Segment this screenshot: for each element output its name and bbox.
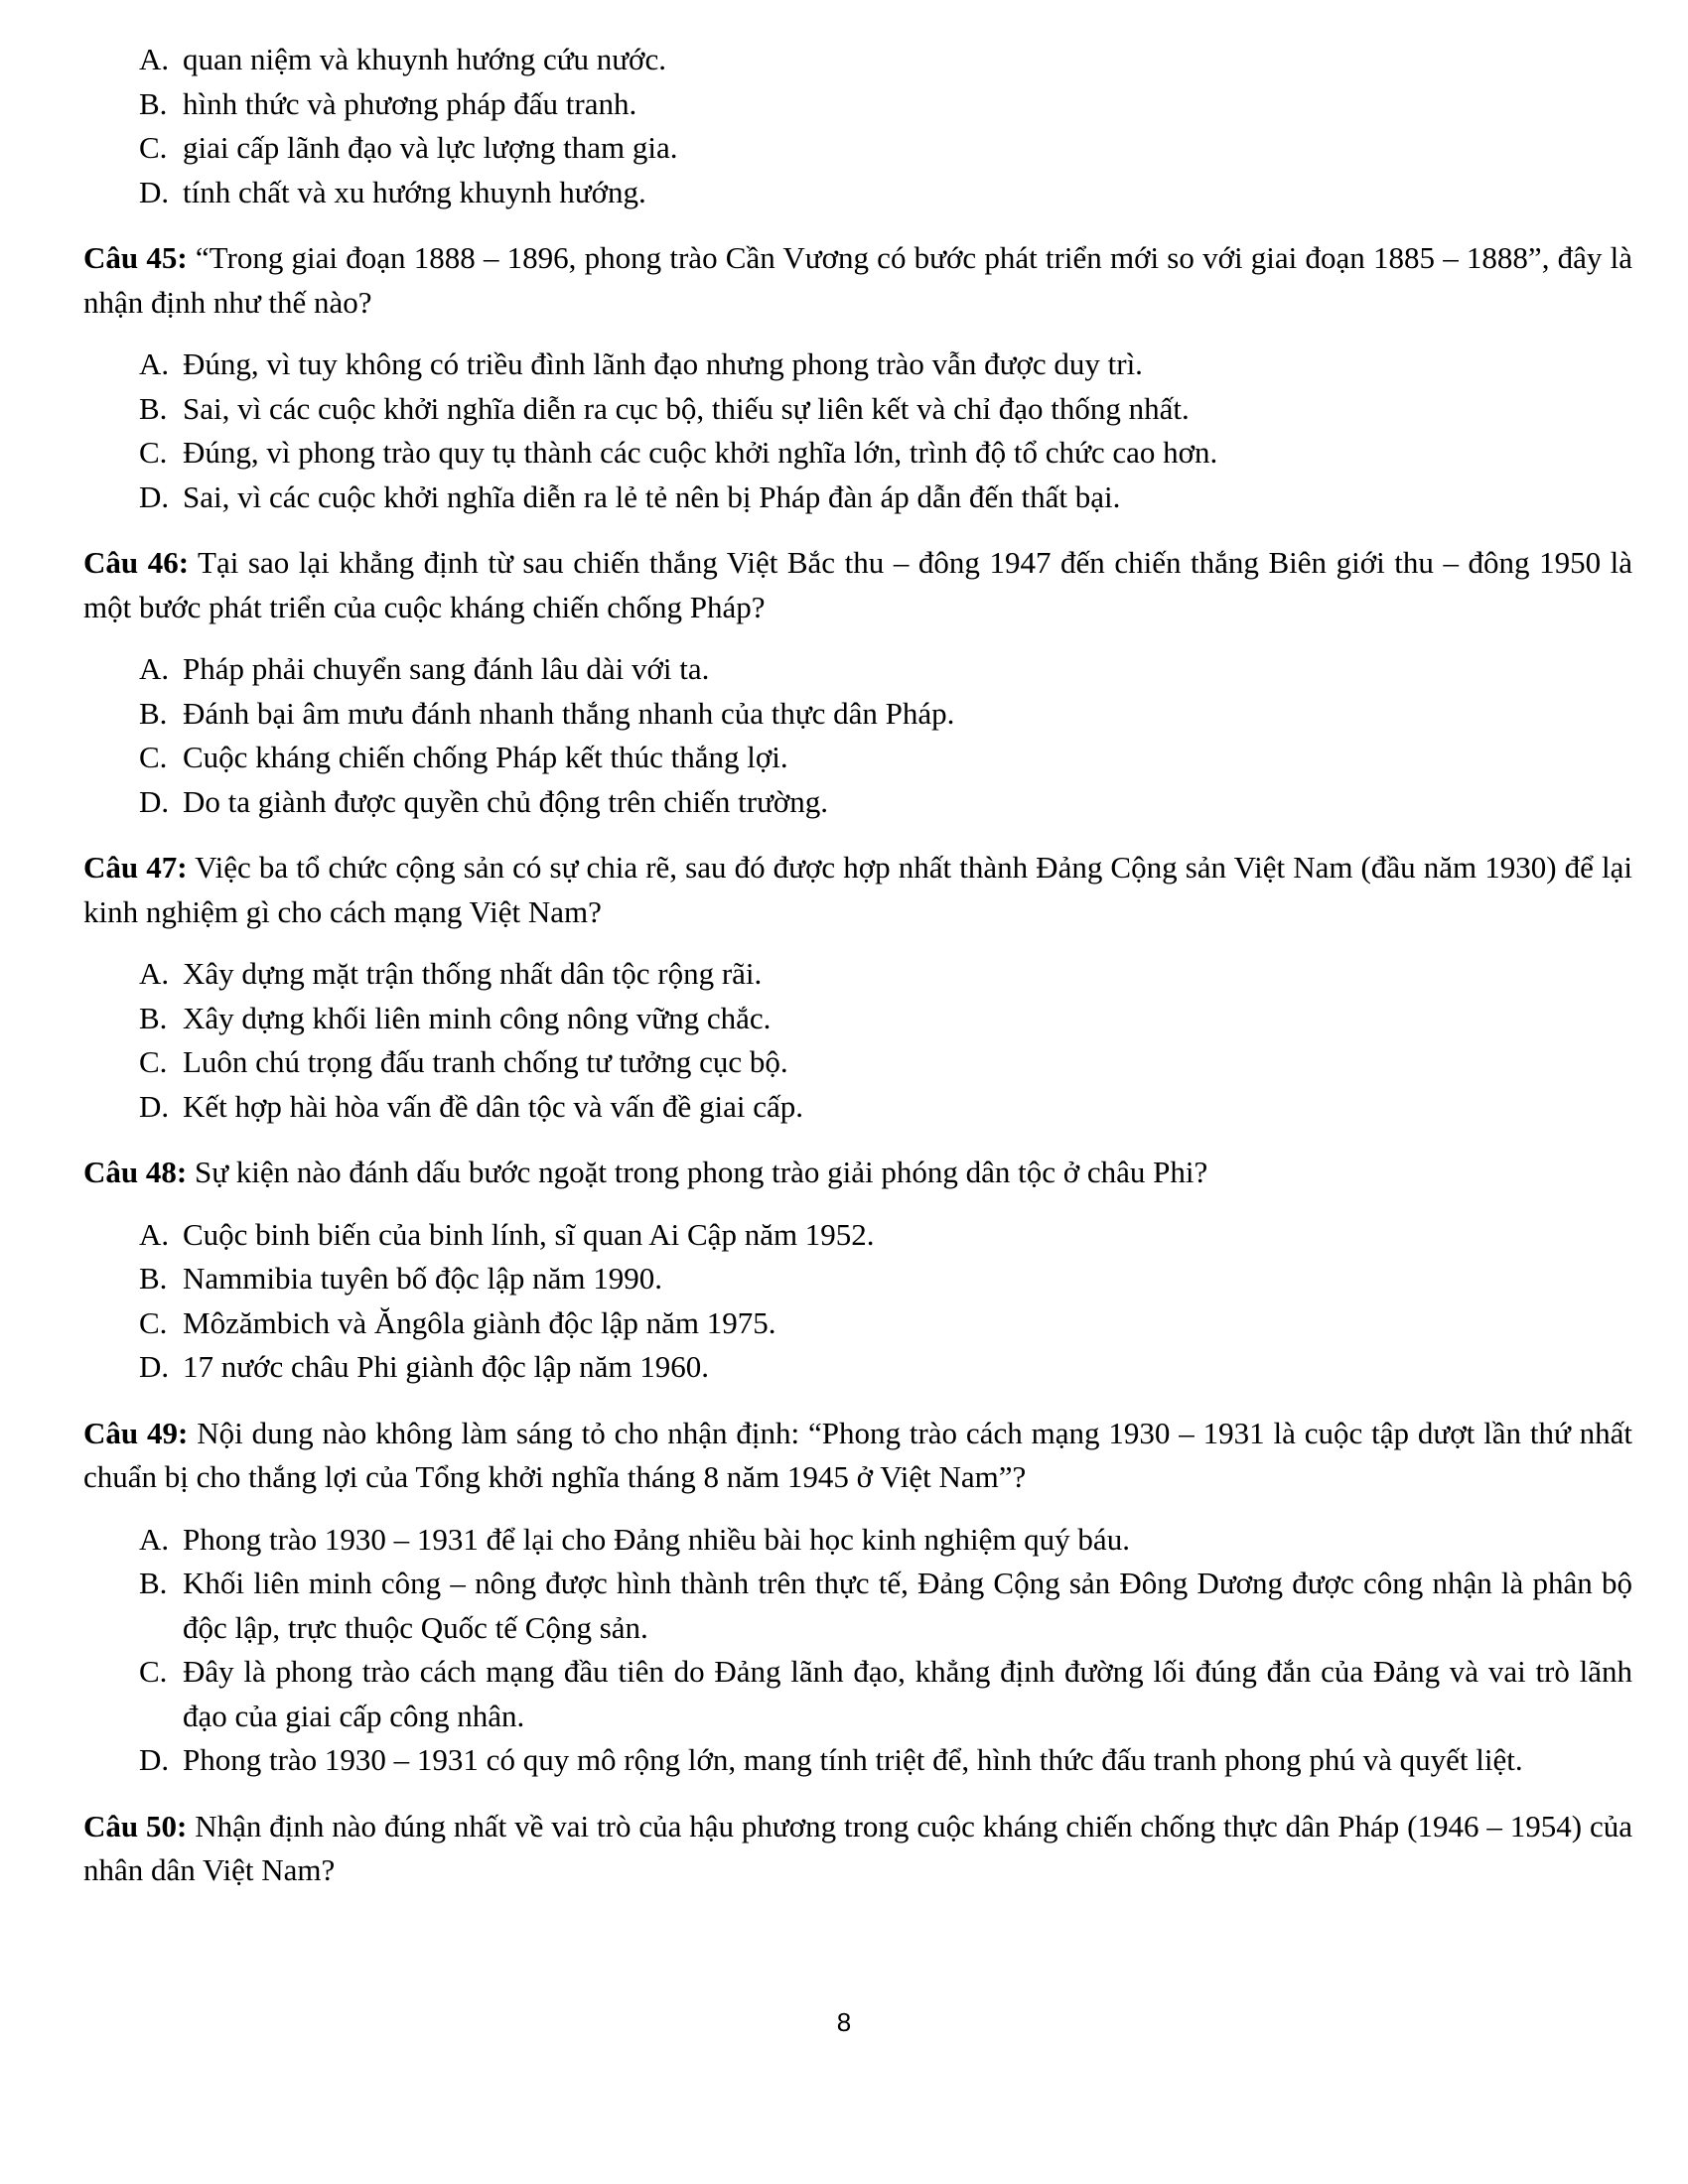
option-list [83,647,1632,824]
question-text: Nội dung nào không làm sáng tỏ cho nhận định: “Phong trào cách mạng 1930 – 1931 là cuộc tập dượt lần thứ nhất chuẩn bị cho thắng lợi của Tổng khởi nghĩa tháng 8 năm 1945 ở Việt Nam”? [83,1415,1633,1494]
question-label: Câu 45: [83,240,188,275]
question-stem [83,541,1632,629]
option-c: C. giai cấp lãnh đạo và lực lượng tham gia. [139,130,678,165]
question-48 [83,1151,1632,1390]
option-b: B. Sai, vì các cuộc khởi nghĩa diễn ra cục bộ, thiếu sự liên kết và chỉ đạo thống nhất. [139,390,1190,426]
question-49 [83,1412,1632,1783]
question-text: Sự kiện nào đánh dấu bước ngoặt trong phong trào giải phóng dân tộc ở châu Phi? [194,1155,1208,1189]
question-stem [83,1151,1632,1195]
question-stem [83,1412,1632,1500]
option-list [83,1518,1632,1783]
option-a: A. Pháp phải chuyển sang đánh lâu dài với ta. [139,651,710,686]
question-50 [83,1805,1632,1893]
option-d: D. Phong trào 1930 – 1931 có quy mô rộng lớn, mang tính triệt để, hình thức đấu tranh phong phú và quyết liệt. [139,1742,1523,1777]
option-a: A. Xây dựng mặt trận thống nhất dân tộc rộng rãi. [139,956,763,991]
option-c: C. Luôn chú trọng đấu tranh chống tư tưởng cục bộ. [139,1044,788,1079]
question-stem [83,1805,1632,1893]
question-stem [83,846,1632,934]
top-options [83,38,1632,214]
option-c: C. Môzămbich và Ăngôla giành độc lập năm 1975. [139,1304,776,1340]
option-d: D. 17 nước châu Phi giành độc lập năm 1960. [139,1349,709,1384]
option-b: B. Đánh bại âm mưu đánh nhanh thắng nhanh của thực dân Pháp. [139,695,955,731]
question-text: Nhận định nào đúng nhất về vai trò của hậu phương trong cuộc kháng chiến chống thực dân Pháp (1946 – 1954) của nhân dân Việt Nam? [83,1808,1633,1887]
option-b: B. hình thức và phương pháp đấu tranh. [139,85,637,121]
option-c: C. Đúng, vì phong trào quy tụ thành các cuộc khởi nghĩa lớn, trình độ tổ chức cao hơn. [139,435,1218,470]
question-47 [83,846,1632,1129]
question-45 [83,236,1632,519]
question-label: Câu 46: [83,545,190,580]
option-d: D. Sai, vì các cuộc khởi nghĩa diễn ra lẻ tẻ nên bị Pháp đàn áp dẫn đến thất bại. [139,478,1121,514]
question-label: Câu 47: [83,850,188,885]
option-b: B. Xây dựng khối liên minh công nông vững chắc. [139,1000,772,1035]
question-text: Việc ba tổ chức cộng sản có sự chia rẽ, sau đó được hợp nhất thành Đảng Cộng sản Việt Nam (đầu năm 1930) để lại kinh nghiệm gì cho cách mạng Việt Nam? [83,850,1632,929]
option-d: D. Kết hợp hài hòa vấn đề dân tộc và vấn đề giai cấp. [139,1088,803,1124]
question-label: Câu 50: [83,1808,188,1843]
question-label: Câu 48: [83,1155,188,1189]
option-b: B. Khối liên minh công – nông được hình thành trên thực tế, Đảng Cộng sản Đông Dương được công nhận là phân bộ độc lập, trực thuộc Quốc tế Cộng sản. [139,1566,1632,1645]
question-stem [83,236,1632,325]
option-a: A. quan niệm và khuynh hướng cứu nước. [139,42,666,76]
option-b: B. Nammibia tuyên bố độc lập năm 1990. [139,1261,662,1296]
option-list [83,952,1632,1129]
page-number: 8 [836,2007,852,2037]
option-d: D. Do ta giành được quyền chủ động trên chiến trường. [139,783,829,819]
question-46 [83,541,1632,824]
option-c: C. Đây là phong trào cách mạng đầu tiên do Đảng lãnh đạo, khẳng định đường lối đúng đắn của Đảng và vai trò lãnh đạo của giai cấp công nhân. [139,1654,1632,1733]
question-text: “Trong giai đoạn 1888 – 1896, phong trào Cần Vương có bước phát triển mới so với giai đoạn 1885 – 1888”, đây là nhận định như thế nào? [83,240,1633,320]
option-c: C. Cuộc kháng chiến chống Pháp kết thúc thắng lợi. [139,740,788,774]
option-list [83,342,1632,519]
question-text: Tại sao lại khẳng định từ sau chiến thắng Việt Bắc thu – đông 1947 đến chiến thắng Biên giới thu – đông 1950 là một bước phát triển của cuộc kháng chiến chống Pháp? [83,545,1633,624]
option-a: A. Đúng, vì tuy không có triều đình lãnh đạo nhưng phong trào vẫn được duy trì. [139,346,1143,381]
option-list [83,1213,1632,1390]
option-a: A. Cuộc binh biến của binh lính, sĩ quan Ai Cập năm 1952. [139,1216,875,1252]
question-label: Câu 49: [83,1415,189,1450]
option-a: A. Phong trào 1930 – 1931 để lại cho Đảng nhiều bài học kinh nghiệm quý báu. [139,1521,1130,1557]
option-d: D. tính chất và xu hướng khuynh hướng. [139,174,646,209]
